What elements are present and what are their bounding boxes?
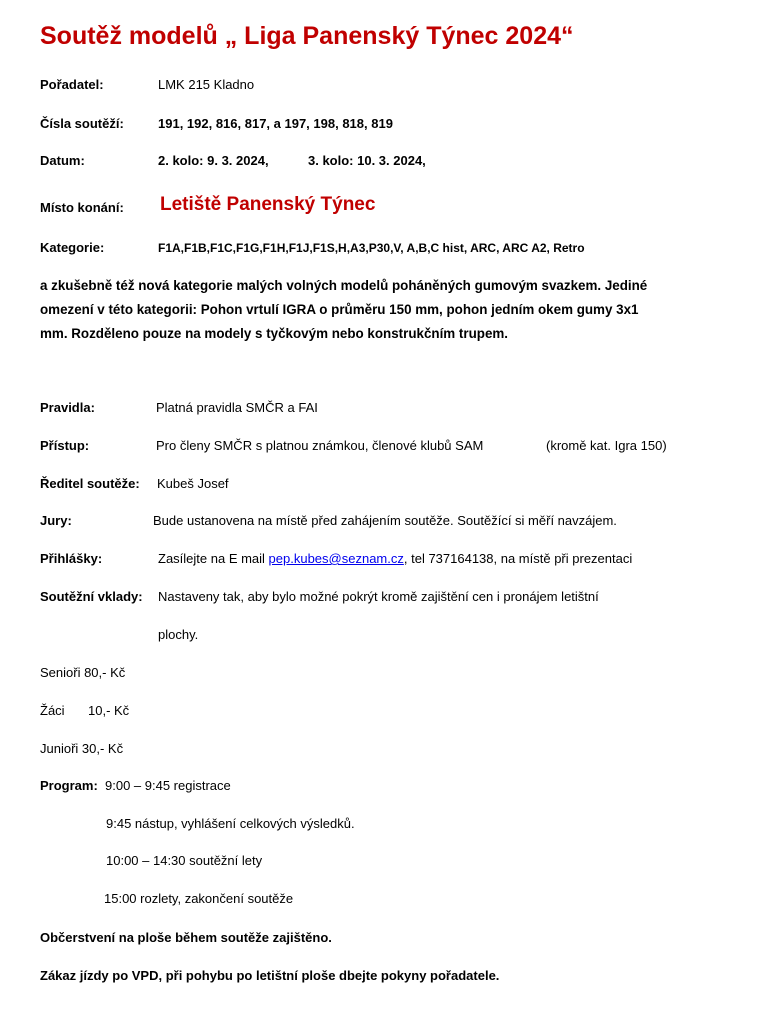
venue-value: Letiště Panenský Týnec — [160, 194, 376, 215]
director-value: Kubeš Josef — [157, 476, 229, 491]
competition-numbers-value: 191, 192, 816, 817, a 197, 198, 818, 819 — [158, 116, 393, 131]
new-category-paragraph — [40, 274, 720, 346]
registration-suffix: , tel 737164138, na místě při prezentaci — [403, 551, 633, 566]
date-label: Datum: — [40, 153, 85, 168]
access-label: Přístup: — [40, 438, 90, 453]
paragraph-line: omezení v této kategorii: Pohon vrtulí IGRA o průměru 150 mm, pohon jedním okem gumy 3x1 — [40, 302, 639, 317]
jury-value: Bude ustanovena na místě před zahájením soutěže. Soutěžící si měří navzájem. — [153, 513, 617, 528]
access-note: (kromě kat. Igra 150) — [546, 438, 667, 453]
entry-fee-label: Soutěžní vklady: — [40, 589, 143, 604]
paragraph-line: mm. Rozděleno pouze na modely s tyčkovým nebo konstrukčním trupem. — [40, 326, 509, 341]
refreshments-note: Občerstvení na ploše během soutěže zajištěno. — [40, 930, 332, 945]
organizer-value: LMK 215 Kladno — [158, 77, 255, 92]
competition-numbers-label: Čísla soutěží: — [40, 116, 124, 131]
category-value: F1A,F1B,F1C,F1G,F1H,F1J,F1S,H,A3,P30,V, A,B,C hist, ARC, ARC A2, Retro — [158, 241, 585, 255]
date-round-2: 2. kolo: 9. 3. 2024, — [158, 153, 269, 168]
date-round-3: 3. kolo: 10. 3. 2024, — [308, 153, 426, 168]
program-item: 15:00 rozlety, zakončení soutěže — [104, 891, 294, 906]
runway-warning: Zákaz jízdy po VPD, při pohybu po letištní ploše dbejte pokyny pořadatele. — [40, 968, 500, 983]
rules-label: Pravidla: — [40, 400, 95, 415]
fee-seniors: Senioři 80,- Kč — [40, 665, 126, 680]
category-label: Kategorie: — [40, 240, 105, 255]
program-item: 9:45 nástup, vyhlášení celkových výsledků. — [106, 816, 355, 831]
paragraph-line: a zkušebně též nová kategorie malých volných modelů poháněných gumovým svazkem. Jediné — [40, 278, 648, 293]
registration-value — [158, 551, 632, 566]
access-value: Pro členy SMČR s platnou známkou, členové klubů SAM — [156, 438, 484, 453]
entry-fee-value: Nastaveny tak, aby bylo možné pokrýt kromě zajištění cen i pronájem letištní — [158, 589, 599, 604]
jury-label: Jury: — [40, 513, 72, 528]
venue-label: Místo konání: — [40, 200, 124, 215]
document-title: Soutěž modelů „ Liga Panenský Týnec 2024“ — [40, 22, 574, 50]
fee-juniors: Junioři 30,- Kč — [40, 741, 124, 756]
email-link[interactable]: pep.kubes@seznam.cz — [268, 551, 404, 566]
fee-pupils-label: Žáci — [40, 703, 65, 718]
program-label: Program: — [40, 778, 98, 793]
organizer-label: Pořadatel: — [40, 77, 104, 92]
program-item: 9:00 – 9:45 registrace — [105, 778, 231, 793]
program-item: 10:00 – 14:30 soutěžní lety — [106, 853, 263, 868]
entry-fee-value-cont: plochy. — [158, 627, 199, 642]
registration-label: Přihlášky: — [40, 551, 103, 566]
registration-prefix: Zasílejte na E mail — [158, 551, 269, 566]
fee-pupils-value: 10,- Kč — [88, 703, 130, 718]
director-label: Ředitel soutěže: — [40, 476, 140, 491]
rules-value: Platná pravidla SMČR a FAI — [156, 400, 318, 415]
